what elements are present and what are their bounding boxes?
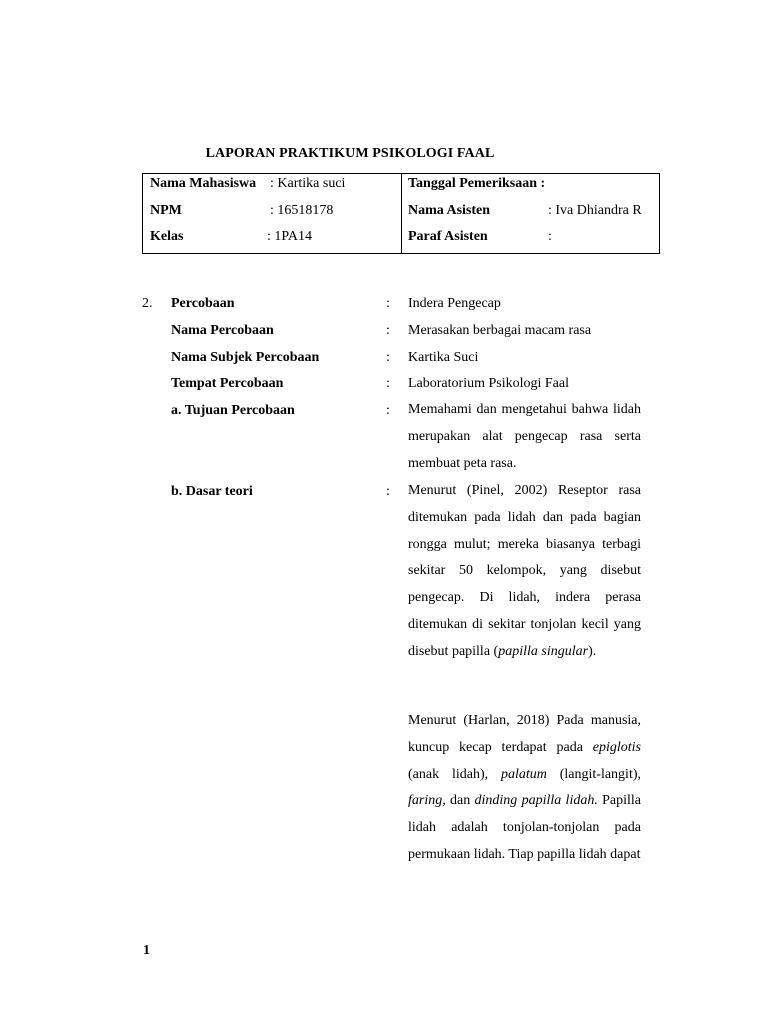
assistant-signature-value: : <box>548 229 552 244</box>
objective-colon: : <box>386 403 390 418</box>
italic-term: faring, <box>408 793 446 809</box>
experiment-name-value: Merasakan berbagai macam rasa <box>408 323 592 338</box>
theory-label: b. Dasar teori <box>171 484 253 499</box>
experiment-label: Percobaan <box>171 296 235 311</box>
class-value: : 1PA14 <box>267 229 313 244</box>
theory-colon: : <box>386 484 390 499</box>
experiment-name-colon: : <box>386 323 390 338</box>
objective-label: a. Tujuan Percobaan <box>171 403 295 418</box>
location-label: Tempat Percobaan <box>171 376 284 391</box>
theory-paragraph-1 <box>408 478 641 666</box>
text-segment: ). <box>588 643 597 659</box>
table-divider <box>401 174 402 253</box>
text-segment: Menurut (Harlan, 2018) Pada manusia, kuncup kecap terdapat pada <box>408 713 641 755</box>
text-segment: (anak lidah), <box>408 766 501 782</box>
italic-term: dinding papilla lidah. <box>474 793 598 809</box>
italic-term: palatum <box>500 766 547 782</box>
subject-name-colon: : <box>386 350 390 365</box>
text-segment: (langit-langit), <box>546 766 641 782</box>
experiment-value: Indera Pengecap <box>408 296 501 311</box>
npm-label: NPM <box>150 203 182 218</box>
subject-name-value: Kartika Suci <box>408 350 479 365</box>
location-colon: : <box>386 376 390 391</box>
npm-value: : 16518178 <box>270 203 334 218</box>
experiment-colon: : <box>386 296 390 311</box>
text-segment: Menurut (Pinel, 2002) Reseptor rasa ditemukan pada lidah dan pada bagian rongga mulut; mereka biasanya terbagi sekitar 50 kelompok, yang disebut pengecap. Di lidah, indera perasa ditemukan di sekitar tonjolan kecil yang disebut papilla ( <box>408 483 641 659</box>
class-label: Kelas <box>150 229 184 244</box>
assistant-signature-label: Paraf Asisten <box>408 229 488 244</box>
assistant-name-value: : Iva Dhiandra R <box>548 203 642 218</box>
theory-paragraph-2 <box>408 708 641 869</box>
italic-term: papilla singular <box>498 643 589 659</box>
section-number: 2. <box>142 296 153 311</box>
student-name-value: : Kartika suci <box>270 176 346 191</box>
student-name-label: Nama Mahasiswa <box>150 176 257 191</box>
exam-date-label: Tanggal Pemeriksaan : <box>408 176 546 191</box>
text-segment: dan <box>445 793 475 809</box>
report-title: LAPORAN PRAKTIKUM PSIKOLOGI FAAL <box>205 146 495 161</box>
identity-table <box>142 173 660 254</box>
subject-name-label: Nama Subjek Percobaan <box>171 350 320 365</box>
italic-term: epiglotis <box>592 739 641 755</box>
objective-text: Memahami dan mengetahui bahwa lidah merupakan alat pengecap rasa serta membuat peta rasa. <box>408 402 641 471</box>
page-number: 1 <box>143 943 150 958</box>
text-segment: Papilla lidah adalah tonjolan-tonjolan pada permukaan lidah. Tiap papilla lidah dapat <box>408 793 641 862</box>
assistant-name-label: Nama Asisten <box>408 203 491 218</box>
location-value: Laboratorium Psikologi Faal <box>408 376 569 391</box>
experiment-name-label: Nama Percobaan <box>171 323 274 338</box>
